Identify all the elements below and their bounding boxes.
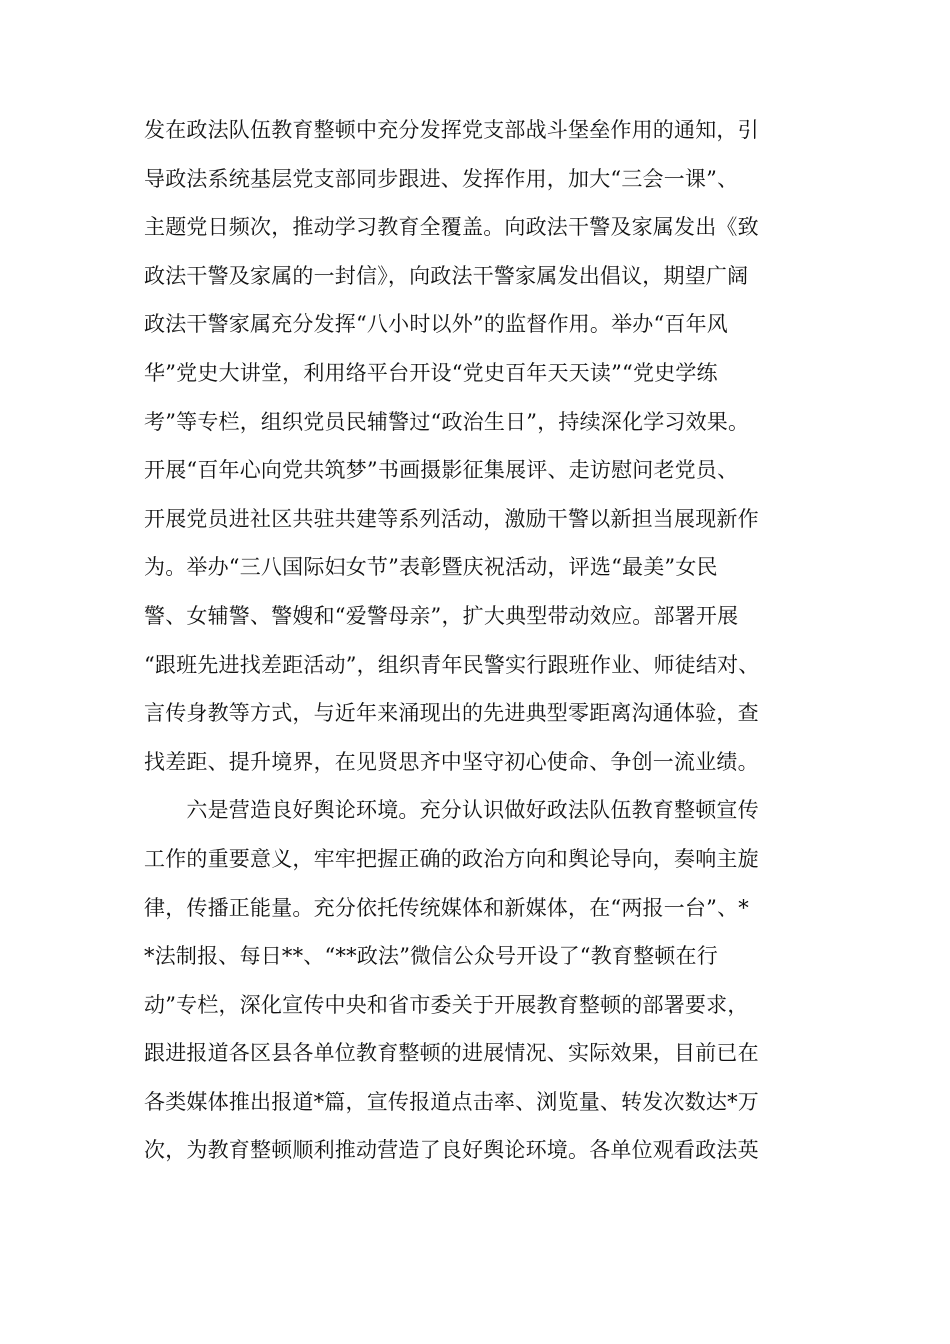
text-line: “跟班先进找差距活动”，组织青年民警实行跟班作业、师徒结对、 [144, 652, 760, 677]
text-line: 开展“百年心向党共筑梦”书画摄影征集展评、走访慰问老党员、 [144, 458, 739, 483]
text-line: 律，传播正能量。充分依托传统媒体和新媒体，在“两报一台”、* [144, 895, 749, 920]
text-line: 华”党史大讲堂，利用络平台开设“党史百年天天读”“党史学练 [144, 360, 718, 385]
body-text [144, 106, 844, 1175]
text-line: 发在政法队伍教育整顿中充分发挥党支部战斗堡垒作用的通知，引 [144, 118, 759, 142]
text-line: 政法干警及家属的一封信》，向政法干警家属发出倡议，期望广阔 [144, 263, 749, 288]
text-line: 导政法系统基层党支部同步跟进、发挥作用，加大“三会一课”、 [144, 166, 739, 191]
text-line: 言传身教等方式，与近年来涌现出的先进典型零距离沟通体验，查 [144, 701, 759, 726]
text-line: *法制报、每日**、“**政法”微信公众号开设了“教育整顿在行 [144, 944, 718, 969]
text-line: 开展党员进社区共驻共建等系列活动，激励干警以新担当展现新作 [144, 506, 759, 531]
text-line: 主题党日频次，推动学习教育全覆盖。向政法干警及家属发出《致 [144, 215, 759, 240]
text-line: 各类媒体推出报道*篇，宣传报道点击率、浏览量、转发次数达*万 [144, 1089, 759, 1114]
text-line: 考”等专栏，组织党员民辅警过“政治生日”，持续深化学习效果。 [144, 409, 750, 434]
text-line: 动”专栏，深化宣传中央和省市委关于开展教育整顿的部署要求， [144, 992, 749, 1017]
text-line: 找差距、提升境界，在见贤思齐中坚守初心使命、争创一流业绩。 [144, 749, 759, 774]
paragraph-start-line: 六是营造良好舆论环境。充分认识做好政法队伍教育整顿宣传 [144, 798, 759, 823]
text-line: 为。举办“三八国际妇女节”表彰暨庆祝活动，评选“最美”女民 [144, 555, 718, 580]
text-line: 政法干警家属充分发挥“八小时以外”的监督作用。举办“百年风 [144, 312, 729, 337]
text-line: 工作的重要意义，牢牢把握正确的政治方向和舆论导向，奏响主旋 [144, 846, 759, 871]
text-line: 跟进报道各区县各单位教育整顿的进展情况、实际效果，目前已在 [144, 1041, 759, 1066]
text-line: 警、女辅警、警嫂和“爱警母亲”，扩大典型带动效应。部署开展 [144, 603, 739, 628]
text-line: 次，为教育整顿顺利推动营造了良好舆论环境。各单位观看政法英 [144, 1138, 759, 1163]
